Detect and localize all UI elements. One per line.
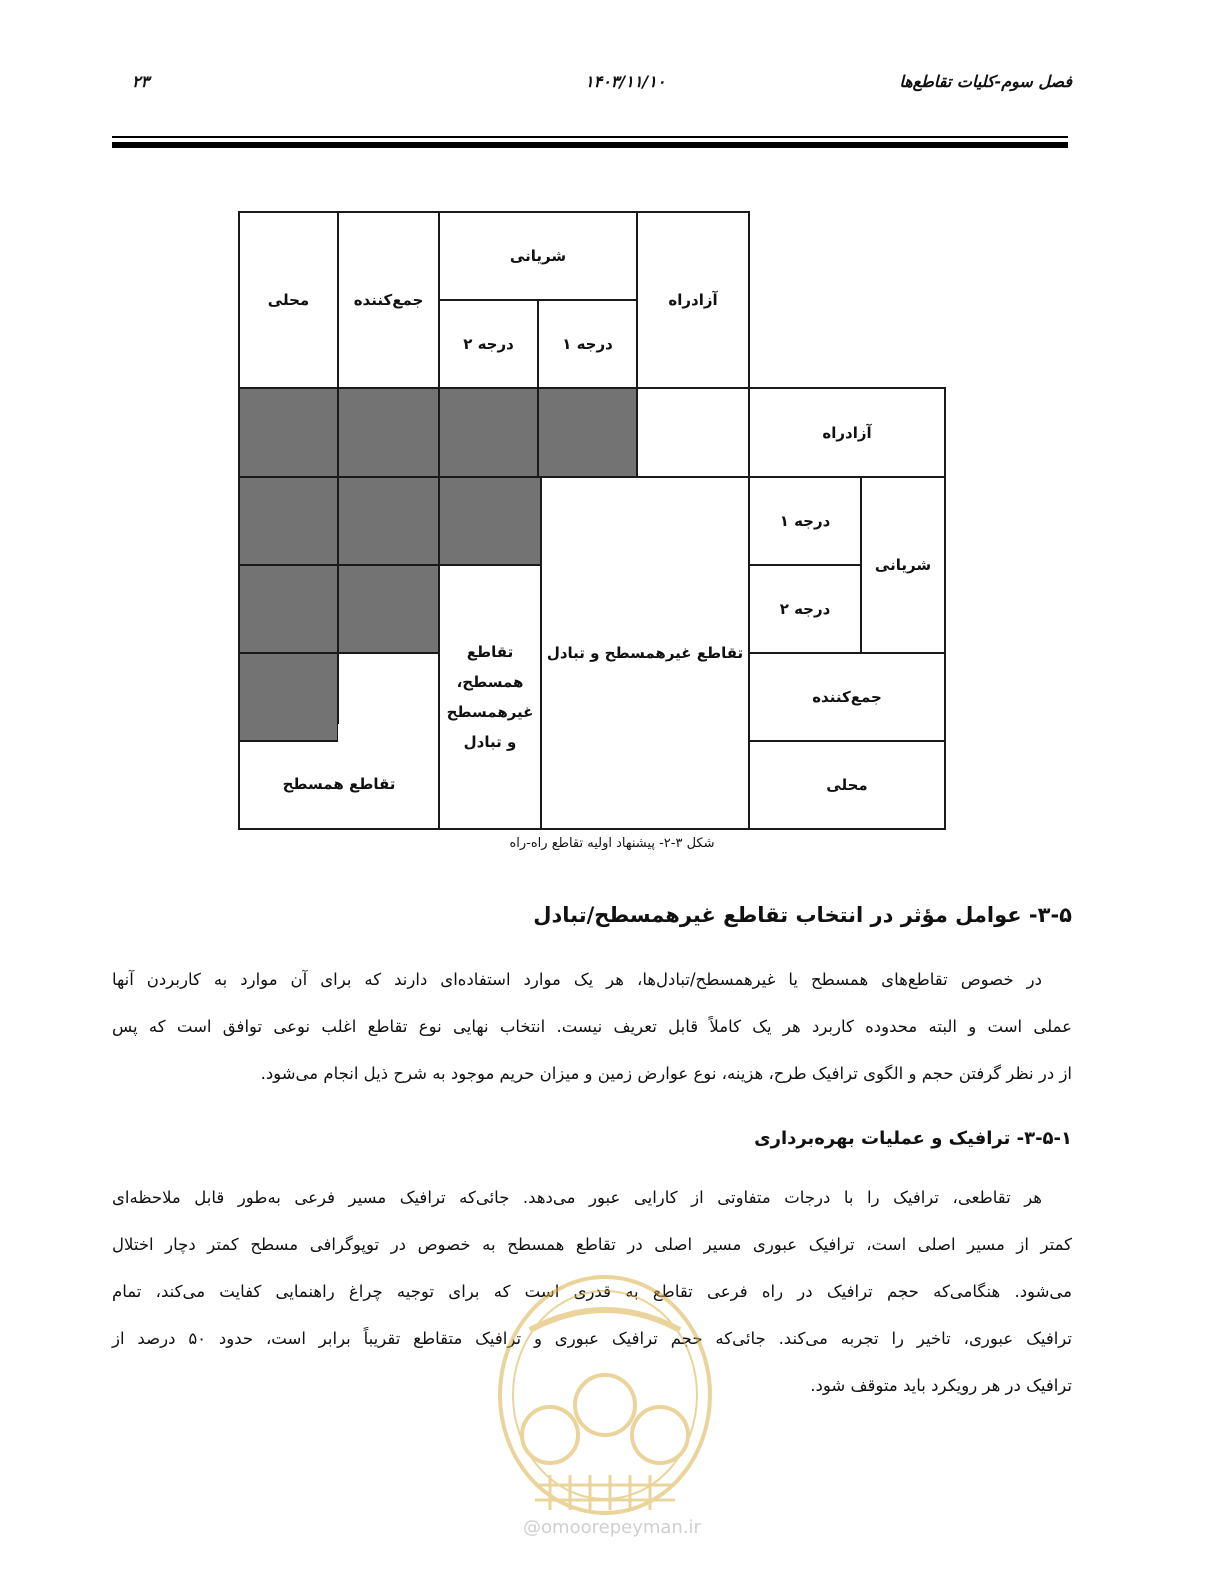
col-header-local: محلی	[238, 211, 339, 389]
header-rule-thin	[112, 136, 1068, 138]
row-header-local: محلی	[748, 740, 946, 830]
region-grade-separated-top	[540, 387, 750, 478]
col-header-arterial: شریانی	[438, 211, 638, 301]
watermark-text: @omoorepeyman.ir	[523, 1517, 701, 1538]
row-header-collector: جمع‌کننده	[748, 652, 946, 742]
row-header-grade1: درجه ۱	[748, 476, 862, 566]
shaded-cell	[238, 476, 339, 566]
paragraph-line: ترافیک در هر رویکرد باید متوقف شود.	[810, 1376, 1072, 1395]
paragraph-line: کمتر از مسیر اصلی است، ترافیک عبوری مسیر اصلی در تقاطع همسطح به خصوص در توپوگرافی مسطح کمتر دچار اختلال	[112, 1235, 1072, 1254]
row-header-grade2: درجه ۲	[748, 564, 862, 654]
paragraph-line: هر تقاطعی، ترافیک را با درجات متفاوتی از کارایی عبور می‌دهد. جائی‌که ترافیک مسیر فرعی به‌طور قابل ملاحظه‌ای	[112, 1188, 1042, 1207]
shaded-cell	[238, 652, 339, 742]
page-number: ۲۳	[132, 72, 150, 91]
paragraph-line: می‌شود. هنگامی‌که حجم ترافیک در راه فرعی تقاطع به قدری است که برای توجیه چراغ راهنمایی کفایت می‌کند، تمام	[112, 1282, 1072, 1301]
shaded-cell	[238, 387, 339, 478]
shaded-cell	[337, 564, 440, 654]
region-at-grade: تقاطع همسطح	[238, 740, 440, 830]
chapter-title: فصل سوم-کلیات تقاطع‌ها	[899, 72, 1072, 91]
paragraph-line: عملی است و البته محدوده کاربرد هر یک کاملاً قابل تعریف نیست. انتخاب نهایی نوع تقاطع اغلب نوعی توافق است که پس	[112, 1017, 1072, 1036]
section-paragraph	[112, 956, 1072, 1097]
subsection-heading: ۳-۵-۱- ترافیک و عملیات بهره‌برداری	[754, 1128, 1072, 1149]
watermark-logo-icon	[490, 1270, 720, 1520]
col-header-grade2: درجه ۲	[438, 299, 539, 389]
shaded-cell	[438, 387, 539, 478]
region-mixed-line: تقاطع	[466, 643, 514, 661]
col-header-freeway: آزادراه	[636, 211, 750, 389]
figure-caption: شکل ۳-۲- پیشنهاد اولیه تقاطع راه-راه	[509, 836, 715, 851]
section-heading: ۳-۵- عوامل مؤثر در انتخاب تقاطع غیرهمسطح/تبادل	[533, 903, 1072, 927]
paragraph-line: از در نظر گرفتن حجم و الگوی ترافیک طرح، هزینه، نوع عوارض زمین و میزان حریم موجود به شرح ذیل انجام می‌شود.	[260, 1064, 1072, 1083]
region-at-grade-join	[338, 724, 438, 754]
header-rule-thick	[112, 142, 1068, 148]
region-mixed	[438, 564, 542, 830]
shaded-cell	[337, 387, 440, 478]
paragraph-line: ترافیک عبوری، تاخیر را تجربه می‌کند. جائی‌که حجم ترافیک عبوری و ترافیک متقاطع تقریباً برابر است، حدود ۵۰ درصد از	[112, 1329, 1073, 1348]
region-grade-separated-interchange: تقاطع غیرهمسطح و تبادل	[540, 476, 750, 830]
col-header-grade1: درجه ۱	[537, 299, 638, 389]
row-header-arterial: شریانی	[860, 476, 946, 654]
region-mixed-line: همسطح،	[456, 673, 524, 691]
shaded-cell	[238, 564, 339, 654]
col-header-collector: جمع‌کننده	[337, 211, 440, 389]
shaded-cell	[438, 476, 542, 566]
header-date: ۱۴۰۳/۱۱/۱۰	[585, 72, 666, 91]
region-mixed-line: و تبادل	[463, 733, 517, 751]
shaded-cell	[337, 476, 440, 566]
region-mixed-line: غیرهمسطح	[446, 703, 534, 721]
row-header-freeway: آزادراه	[748, 387, 946, 478]
paragraph-line: در خصوص تقاطع‌های همسطح یا غیرهمسطح/تبادل‌ها، هر یک موارد استفاده‌ای دارند که برای آن موارد به کاربردن آنها	[112, 970, 1042, 989]
